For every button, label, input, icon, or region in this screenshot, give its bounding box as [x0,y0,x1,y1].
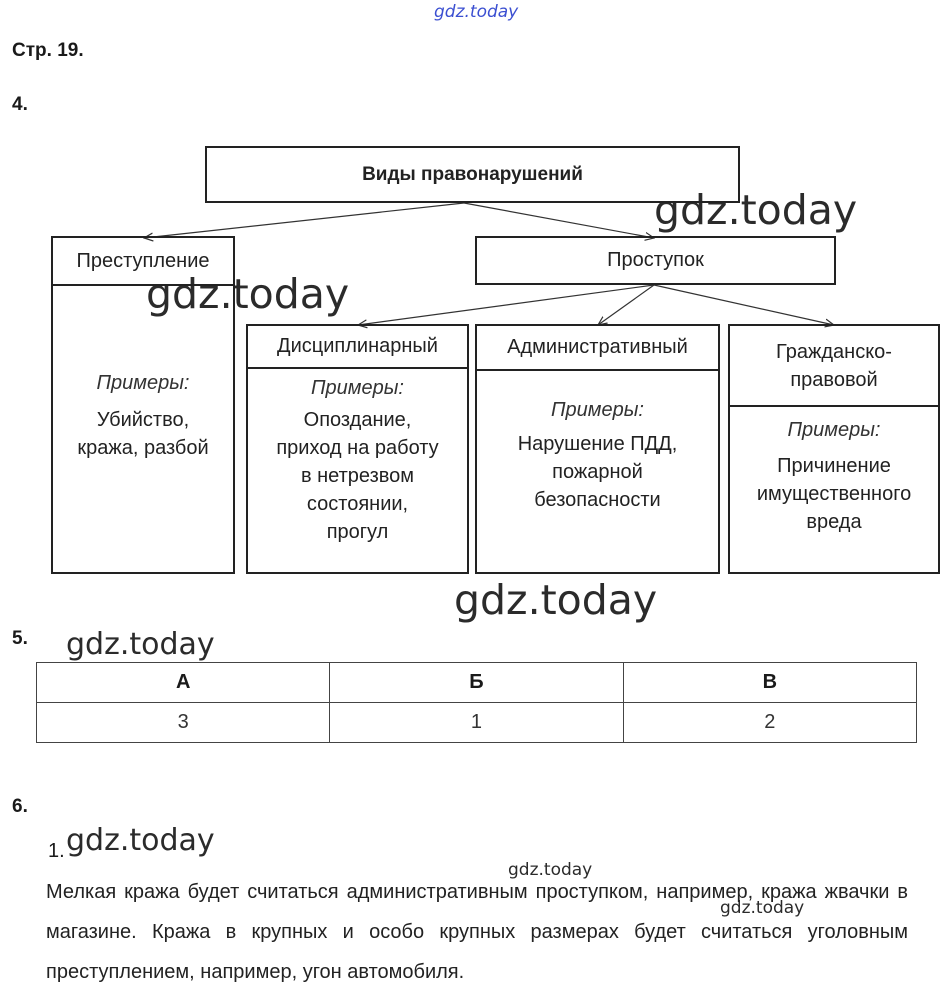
watermark-text-small-1: gdz.today [508,860,593,880]
crime-examples: Убийство, кража, разбой [77,409,209,459]
watermark-task5: gdz.today [66,627,215,662]
answers-header-a: А [37,663,330,703]
task5-number: 5. [12,628,28,649]
watermark-diagram-right: gdz.today [654,186,858,234]
task4-number: 4. [12,94,28,115]
administrative-examples: Нарушение ПДД, пожарной безопасности [517,433,678,511]
watermark-diagram-left: gdz.today [146,270,350,318]
civil-box [728,324,940,574]
answers-value-row [37,703,917,743]
administrative-title: Административный [477,326,718,371]
watermark-text-small-2: gdz.today [720,898,805,918]
answers-value-c: 2 [623,703,916,743]
answers-value-b: 1 [330,703,623,743]
disciplinary-examples: Опоздание, приход на работу в нетрезвом состоянии, прогул [276,409,439,543]
crime-title: Преступление [53,238,233,286]
answers-header-b: Б [330,663,623,703]
watermark-task6: gdz.today [66,823,215,858]
answers-header-row [37,663,917,703]
offense-title: Проступок [607,249,704,271]
arrow-offense-to-disciplinary [358,285,654,325]
task6-item-number: 1. [48,840,65,862]
administrative-examples-label: Примеры: [551,399,644,421]
root-title: Виды правонарушений [362,163,583,185]
crime-box [51,236,235,574]
disciplinary-examples-label: Примеры: [311,377,404,399]
answers-header-c: В [623,663,916,703]
arrow-root-to-crime [144,203,464,238]
disciplinary-title: Дисциплинарный [248,326,467,369]
root-box [205,146,740,203]
administrative-box [475,324,720,574]
task6-text: Мелкая кража будет считаться административным проступком, например, кража жвачки в магазине. Кража в крупных и особо крупных размерах будет считаться уголовным преступлением, например, угон автомобиля. [46,881,908,983]
answers-table [36,662,917,743]
civil-examples: Причинение имущественного вреда [756,455,912,533]
watermark-top: gdz.today [434,2,519,22]
arrow-root-to-offense [464,203,654,238]
civil-examples-label: Примеры: [787,419,881,441]
civil-title: Гражданско- правовой [730,326,938,407]
watermark-diagram-bottom: gdz.today [454,576,658,624]
answers-value-a: 3 [37,703,330,743]
page-label: Стр. 19. [12,40,84,61]
disciplinary-box [246,324,469,574]
task6-number: 6. [12,796,28,817]
offense-box [475,236,836,285]
crime-examples-label: Примеры: [96,372,190,394]
arrow-offense-to-civil [654,285,834,325]
